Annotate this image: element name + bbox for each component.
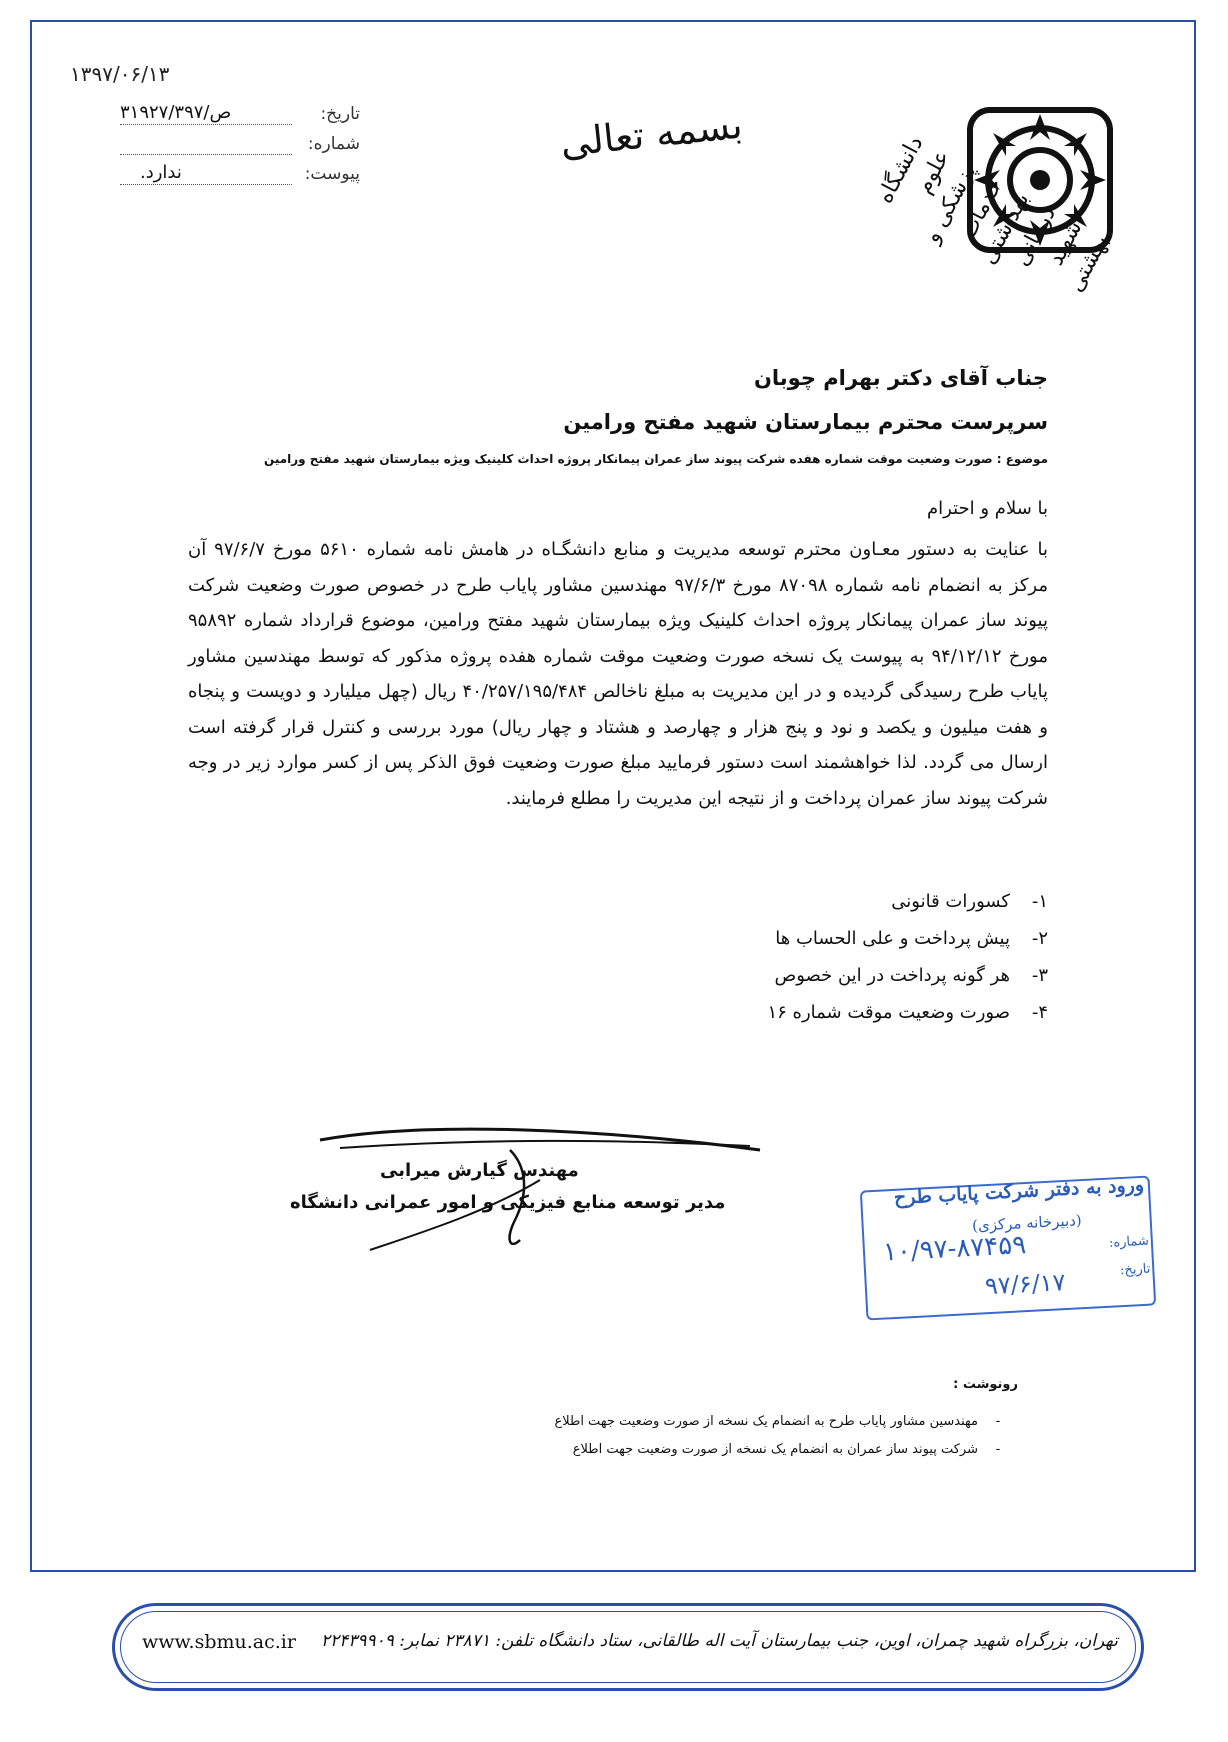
cc-dash: - — [995, 1414, 1001, 1429]
stamp-number-label: شماره: — [1108, 1233, 1150, 1251]
handwritten-signature — [310, 1110, 770, 1260]
list-item-text: پیش پرداخت و علی الحساب ها — [775, 928, 1010, 949]
footer-address: تهران، بزرگراه شهید چمران، اوین، جنب بیمارستان آیت اله طالقانی، ستاد دانشگاه تلفن: ۲۳۸۷۱ نمابر: ۲۲۴۳۹۹۰۹ — [320, 1631, 1118, 1651]
bismillah-heading: بسمه تعالی — [558, 102, 745, 166]
signatory-title: مدیر توسعه منابع فیزیکی و امور عمرانی دانشگاه — [290, 1192, 726, 1213]
receipt-stamp — [860, 1173, 1156, 1321]
university-logo-text: دانشگاه علوم پزشکی و خدمات بهداشتی درمانی شهید بهشتی — [872, 132, 1114, 297]
stamp-subtitle: (دبیرخانه مرکزی) — [971, 1211, 1083, 1235]
date-row — [120, 102, 360, 132]
signatory-name: مهندس گیارش میرابی — [380, 1160, 579, 1181]
deduction-list — [648, 883, 1048, 1031]
number-label: شماره: — [307, 134, 360, 154]
attachment-value: ندارد. — [140, 162, 182, 183]
list-item-number: ۳- — [1031, 965, 1048, 986]
list-item-number: ۱- — [1031, 891, 1048, 912]
addressee-name: جناب آقای دکتر بهرام چوبان — [753, 366, 1048, 390]
list-item — [648, 883, 1048, 920]
attachment-label: پیوست: — [304, 164, 360, 184]
list-item-text: هر گونه پرداخت در این خصوص — [774, 965, 1010, 986]
cc-dash: - — [995, 1442, 1001, 1457]
stamp-date-label: تاریخ: — [1119, 1261, 1151, 1279]
attachment-dotted-line — [120, 184, 292, 185]
greeting: با سلام و احترام — [927, 498, 1048, 519]
date-dotted-line — [120, 124, 292, 125]
list-item-text: کسورات قانونی — [891, 891, 1010, 912]
cc-text: مهندسین مشاور پایاب طرح به انضمام یک نسخه از صورت وضعیت جهت اطلاع — [554, 1414, 978, 1429]
stamp-number-value: ۱۰/۹۷-۸۷۴۵۹ — [882, 1230, 1027, 1268]
list-item — [648, 920, 1048, 957]
cc-text: شرکت پیوند ساز عمران به انضمام یک نسخه از صورت وضعیت جهت اطلاع — [572, 1442, 978, 1457]
stamp-title: ورود به دفتر شرکت پایاب طرح — [893, 1173, 1145, 1209]
letterhead-footer — [112, 1603, 1144, 1691]
list-item-text: صورت وضعیت موقت شماره ۱۶ — [767, 1002, 1010, 1023]
date-value: ۳۱۹۲۷/ص/۳۹۷ — [120, 102, 232, 123]
number-dotted-line — [120, 154, 292, 155]
footer-website-link[interactable]: www.sbmu.ac.ir — [142, 1631, 296, 1653]
letter-subject: موضوع : صورت وضعیت موقت شماره هفده شرکت پیوند ساز عمران پیمانکار پروژه احداث کلینیک ویژه بیمارستان شهید مفتح ورامین — [264, 452, 1048, 466]
cc-line — [418, 1414, 1018, 1429]
letter-body: با عنایت به دستور معـاون محترم توسعه مدیریت و منابع دانشگـاه در هامش نامه شماره ۵۶۱۰ مورخ ۹۷/۶/۷ آن مرکز به انضمام نامه شماره ۸۷۰۹۸ مورخ ۹۷/۶/۳ مهندسین مشاور پایاب طرح در خصوص صورت وضعیت شرکت پیوند ساز عمران پیمانکار پروژه احداث کلینیک ویژه بیمارستان شهید مفتح ورامین، موضوع قرارداد شماره ۹۵۸۹۲ مورخ ۹۴/۱۲/۱۲ به پیوست یک نسخه صورت وضعیت موقت شماره هفده پروژه مذکور که توسط مهندسین مشاور پایاب طرح رسیدگی گردیده و در این مدیریت به مبلغ ناخالص ۴۰/۲۵۷/۱۹۵/۴۸۴ ریال (چهل میلیارد و دویست و پنجاه و هفت میلیون و یکصد و نود و پنج هزار و چهارصد و هشتاد و چهار ریال) مورد بررسی و کنترل قرار گرفته است ارسال می گردد. لذا خواهشمند است دستور فرمایید مبلغ صورت وضعیت فوق الذکر پس از کسر موارد زیر در وجه شرکت پیوند ساز عمران پرداخت و از نتیجه این مدیریت را مطلع فرمایند. — [188, 539, 1048, 809]
addressee-title: سرپرست محترم بیمارستان شهید مفتح ورامین — [563, 410, 1048, 434]
date-label: تاریخ: — [320, 104, 360, 124]
list-item-number: ۲- — [1031, 928, 1048, 949]
cc-label: رونوشت : — [953, 1377, 1018, 1392]
list-item — [648, 994, 1048, 1031]
list-item — [648, 957, 1048, 994]
list-item-number: ۴- — [1031, 1002, 1048, 1023]
attachment-row — [120, 162, 360, 192]
letter-metadata — [120, 102, 360, 192]
stamp-date-value: ۹۷/۶/۱۷ — [984, 1268, 1067, 1301]
cc-line — [418, 1442, 1018, 1457]
handwritten-date: ۱۳۹۷/۰۶/۱۳ — [70, 62, 170, 86]
number-row — [120, 132, 360, 162]
